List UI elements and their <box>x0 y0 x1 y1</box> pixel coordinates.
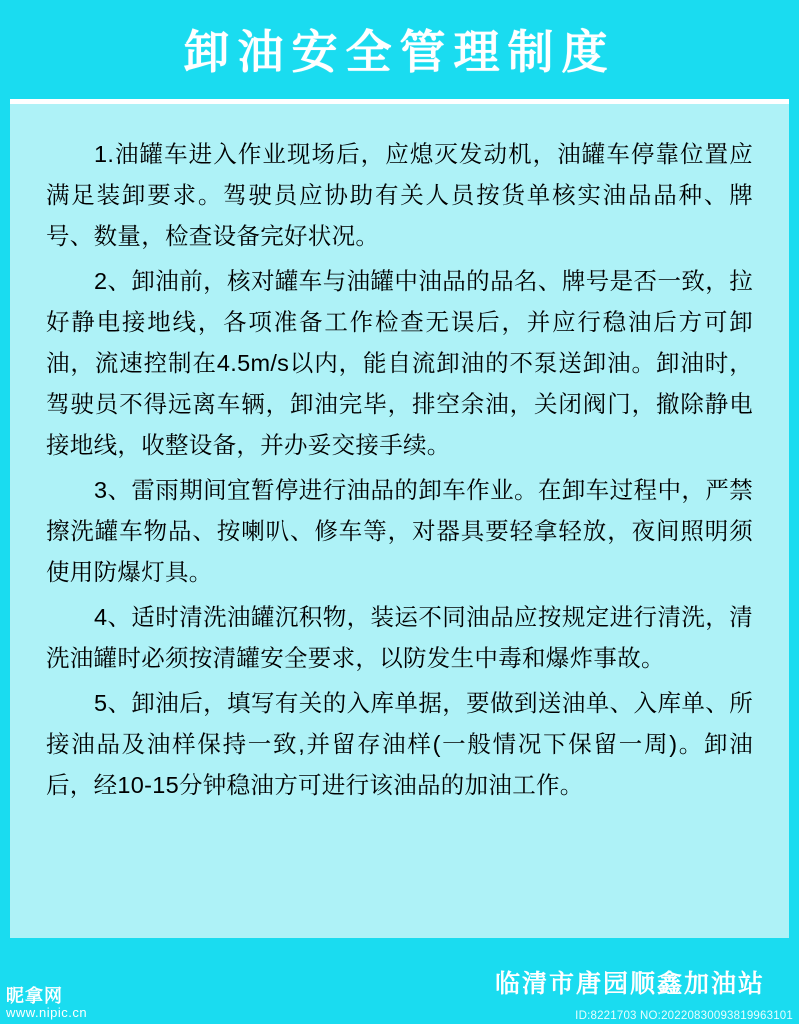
page-title: 卸油安全管理制度 <box>183 26 616 78</box>
station-name: 临清市唐园顺鑫加油站 <box>494 970 765 998</box>
watermark <box>6 987 87 1020</box>
content-panel <box>10 104 789 938</box>
footer-band <box>10 938 789 1014</box>
header-band <box>10 10 789 94</box>
rule-paragraph: 2、卸油前，核对罐车与油罐中油品的品名、牌号是否一致，拉好静电接地线，各项准备工作检查无误后，并应行稳油后方可卸油，流速控制在4.5m/s以内，能自流卸油的不泵送卸油。卸油时，驾驶员不得远离车辆，卸油完毕，排空余油，关闭阀门，撤除静电接地线，收整设备，并办妥交接手续。 <box>46 268 753 458</box>
watermark-logo: 昵拿网 <box>6 986 63 1007</box>
watermark-url: www.nipic.cn <box>6 1005 88 1021</box>
image-id-label: ID:8221703 NO:20220830093819963101 <box>575 1010 793 1022</box>
rule-paragraph: 5、卸油后，填写有关的入库单据，要做到送油单、入库单、所接油品及油样保持一致,并留存油样(一般情况下保留一周)。卸油后，经10-15分钟稳油方可进行该油品的加油工作。 <box>46 690 753 798</box>
rule-paragraph: 4、适时清洗油罐沉积物，装运不同油品应按规定进行清洗，清洗油罐时必须按清罐安全要求，以防发生中毒和爆炸事故。 <box>46 604 753 671</box>
rule-paragraph: 1.油罐车进入作业现场后，应熄灭发动机，油罐车停靠位置应满足装卸要求。驾驶员应协助有关人员按货单核实油品品种、牌号、数量，检查设备完好状况。 <box>46 141 753 249</box>
rule-paragraph: 3、雷雨期间宜暂停进行油品的卸车作业。在卸车过程中，严禁擦洗罐车物品、按喇叭、修车等，对器具要轻拿轻放，夜间照明须使用防爆灯具。 <box>46 477 753 585</box>
